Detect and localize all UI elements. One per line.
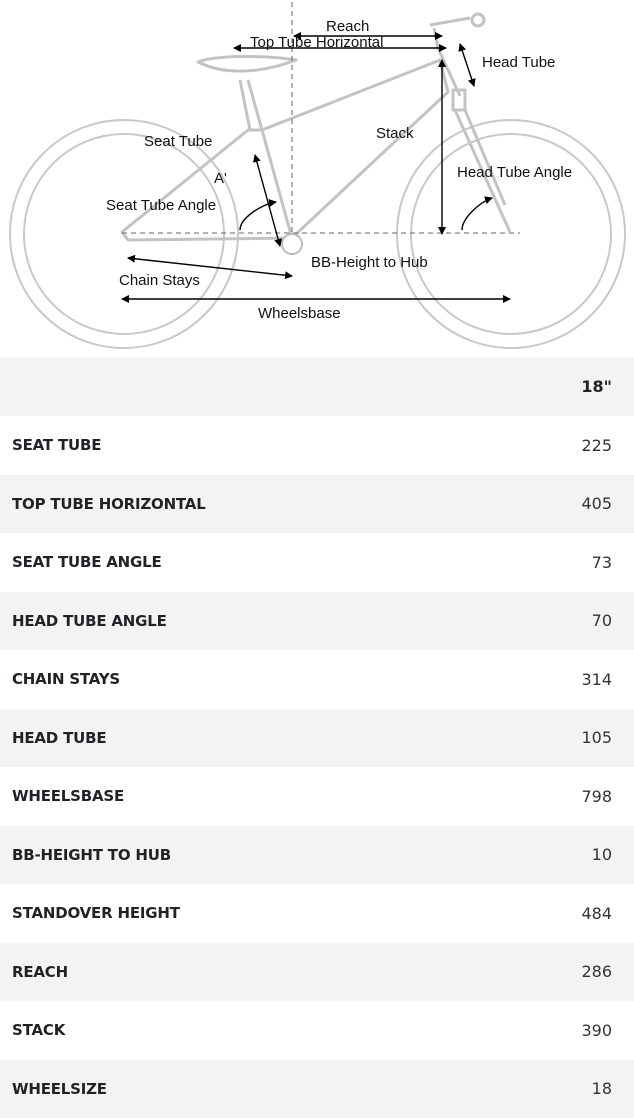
- bb-height-to-hub-label: BB-Height to Hub: [311, 254, 428, 271]
- seat-tube-label: Seat Tube: [144, 133, 212, 150]
- row-label: SEAT TUBE ANGLE: [12, 553, 162, 571]
- bottom-bracket: [282, 234, 302, 254]
- row-value: 484: [581, 904, 612, 923]
- geometry-table: [0, 357, 634, 1118]
- row-value: 405: [581, 494, 612, 513]
- row-value: 10: [592, 845, 612, 864]
- row-value: 70: [592, 611, 612, 630]
- row-label: TOP TUBE HORIZONTAL: [12, 495, 206, 513]
- top-tube-horizontal-label: Top Tube Horizontal: [250, 34, 383, 51]
- table-row: [0, 650, 634, 709]
- a-prime-label: A': [214, 170, 227, 187]
- table-row: [0, 709, 634, 768]
- row-value: 105: [581, 728, 612, 747]
- table-row: [0, 416, 634, 475]
- front-wheel: [397, 120, 625, 348]
- row-label: STACK: [12, 1021, 65, 1039]
- row-value: 18: [592, 1079, 612, 1098]
- head-tube-angle-label: Head Tube Angle: [457, 164, 572, 181]
- row-label: REACH: [12, 963, 68, 981]
- row-value: 314: [581, 670, 612, 689]
- table-row: [0, 1001, 634, 1060]
- row-label: BB-HEIGHT TO HUB: [12, 846, 171, 864]
- row-value: 798: [581, 787, 612, 806]
- reach-label: Reach: [326, 18, 369, 35]
- seat-tube-angle-label: Seat Tube Angle: [106, 197, 216, 214]
- table-row: [0, 533, 634, 592]
- table-row: [0, 884, 634, 943]
- table-row: [0, 767, 634, 826]
- table-row: [0, 475, 634, 534]
- table-row: [0, 943, 634, 1002]
- geometry-diagram: [0, 0, 634, 355]
- row-label: CHAIN STAYS: [12, 670, 120, 688]
- row-value: 225: [581, 436, 612, 455]
- row-label: HEAD TUBE: [12, 729, 106, 747]
- row-label: WHEELSBASE: [12, 787, 124, 805]
- size-column-header: 18": [581, 377, 612, 396]
- wheelsbase-label: Wheelsbase: [258, 305, 341, 322]
- row-label: WHEELSIZE: [12, 1080, 107, 1098]
- row-value: 286: [581, 962, 612, 981]
- table-row: [0, 1060, 634, 1118]
- head-tube-label: Head Tube: [482, 54, 555, 71]
- chain-stays-label: Chain Stays: [119, 272, 200, 289]
- row-value: 73: [592, 553, 612, 572]
- table-header-row: [0, 357, 634, 416]
- row-label: SEAT TUBE: [12, 436, 101, 454]
- row-label: STANDOVER HEIGHT: [12, 904, 180, 922]
- table-row: [0, 826, 634, 885]
- row-value: 390: [581, 1021, 612, 1040]
- row-label: HEAD TUBE ANGLE: [12, 612, 167, 630]
- table-row: [0, 592, 634, 651]
- stack-label: Stack: [376, 125, 414, 142]
